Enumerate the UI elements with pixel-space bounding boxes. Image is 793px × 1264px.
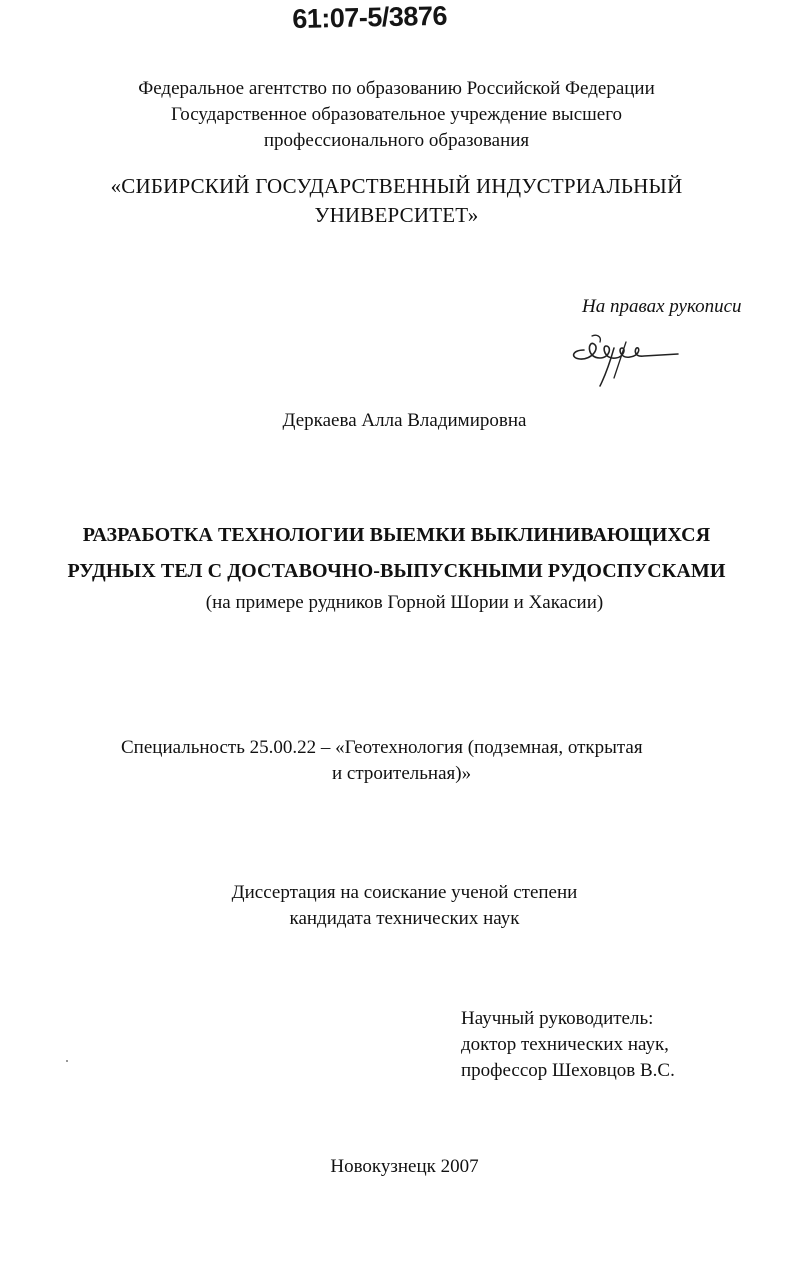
organization-line: профессионального образования <box>263 130 530 151</box>
university-line: «СИБИРСКИЙ ГОСУДАРСТВЕННЫЙ ИНДУСТРИАЛЬНЫЙ <box>110 174 683 198</box>
advisor-line: Научный руководитель: <box>461 1008 654 1029</box>
scientific-advisor <box>461 1006 675 1084</box>
specialty-line: и строительная)» <box>332 763 472 784</box>
specialty-block <box>121 735 721 787</box>
specialty-line: Специальность 25.00.22 – «Геотехнология (подземная, открытая <box>121 737 643 758</box>
university-name <box>0 172 793 230</box>
organization-header <box>0 76 793 154</box>
dissertation-title <box>0 517 793 589</box>
title-line: РУДНЫХ ТЕЛ С ДОСТАВОЧНО-ВЫПУСКНЫМИ РУДОСПУСКАМИ <box>67 560 726 582</box>
degree-line: Диссертация на соискание ученой степени <box>231 882 578 903</box>
university-line: УНИВЕРСИТЕТ» <box>314 203 479 227</box>
author-name: Деркаева Алла Владимировна <box>282 410 527 431</box>
degree-line: кандидата технических наук <box>289 908 520 929</box>
archive-stamp-code: 61:07-5/3876 <box>292 0 448 34</box>
dissertation-subtitle: (на примере рудников Горной Шории и Хакасии) <box>205 592 604 613</box>
manuscript-rights-note: На правах рукописи <box>582 296 742 317</box>
handwritten-signature <box>566 328 686 390</box>
scan-speck <box>66 1060 68 1062</box>
advisor-line: профессор Шеховцов В.С. <box>461 1060 675 1081</box>
place-and-year: Новокузнецк 2007 <box>330 1156 479 1177</box>
title-line: РАЗРАБОТКА ТЕХНОЛОГИИ ВЫЕМКИ ВЫКЛИНИВАЮЩИХСЯ <box>82 524 711 546</box>
organization-line: Федеральное агентство по образованию Российской Федерации <box>138 78 655 99</box>
degree-statement <box>8 880 793 932</box>
advisor-line: доктор технических наук, <box>461 1034 669 1055</box>
organization-line: Государственное образовательное учреждение высшего <box>170 104 623 125</box>
